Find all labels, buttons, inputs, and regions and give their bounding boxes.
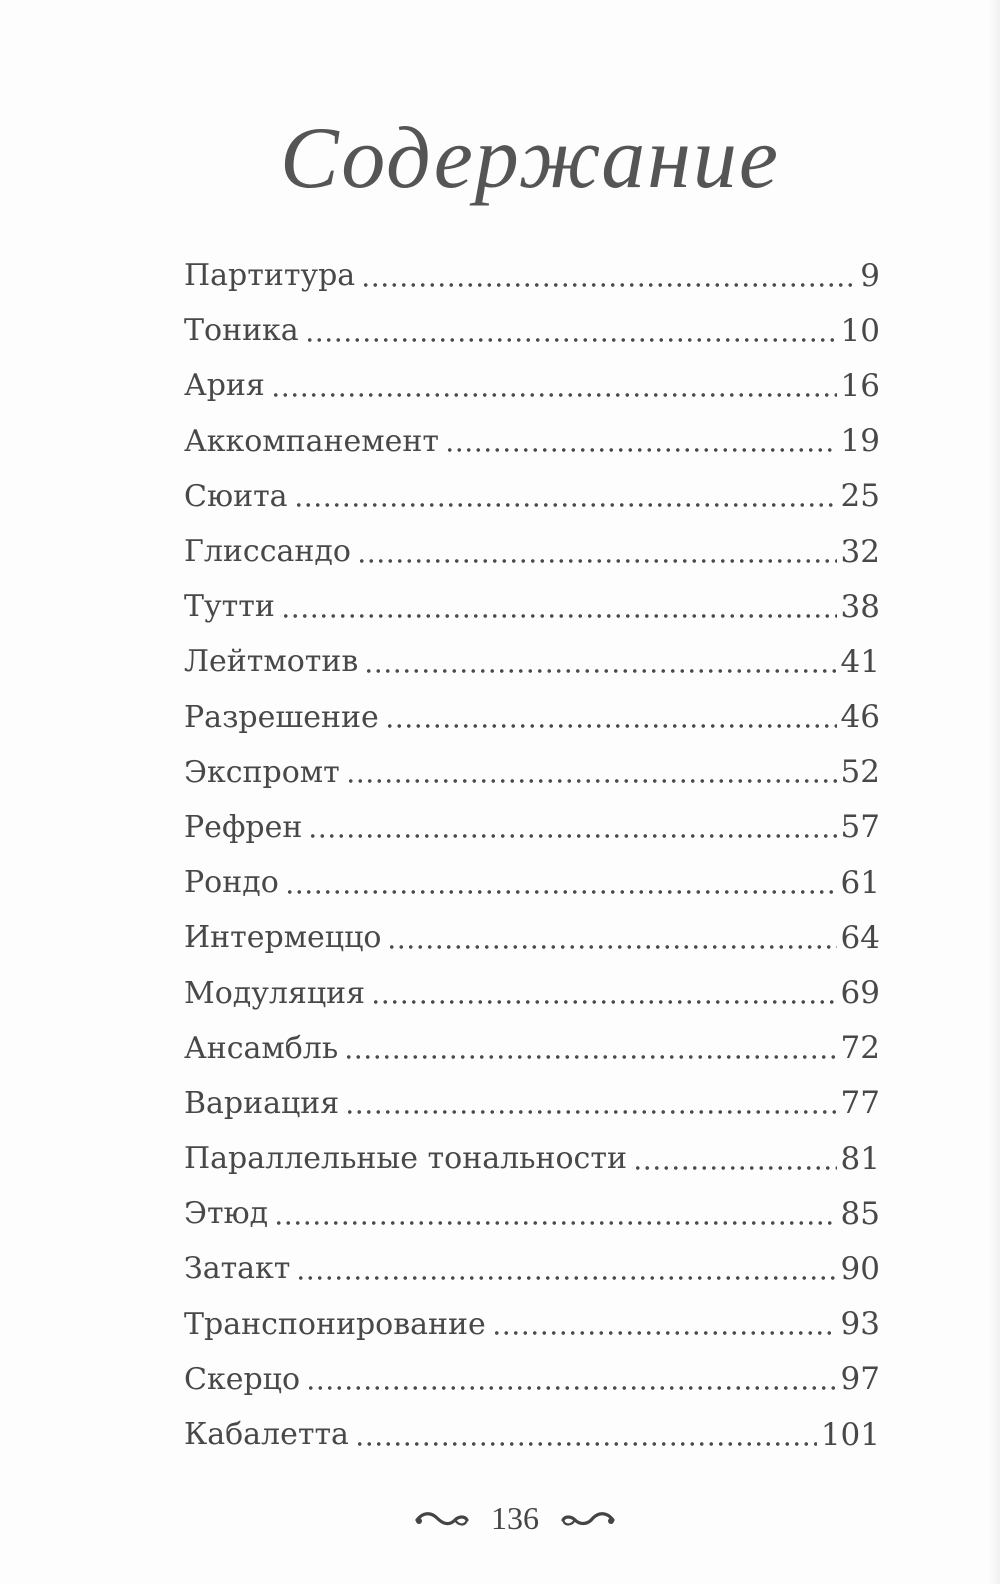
- dot-leader: [357, 559, 837, 563]
- toc-entry-title: Тутти: [184, 589, 275, 625]
- swash-ornament-left-icon: [415, 1508, 469, 1530]
- toc-entry-title: Параллельные тональности: [184, 1141, 627, 1177]
- toc-entry-title: Рондо: [184, 865, 279, 901]
- toc-entry[interactable]: [184, 1352, 880, 1407]
- toc-entry-title: Вариация: [184, 1085, 340, 1121]
- toc-entry-page: 19: [840, 423, 880, 460]
- toc-entry-title: Рефрен: [184, 809, 303, 845]
- toc-entry-title: Лейтмотив: [184, 644, 359, 680]
- toc-entry[interactable]: [184, 414, 880, 469]
- toc-entry-title: Затакт: [184, 1251, 291, 1287]
- toc-entry[interactable]: [184, 1241, 880, 1296]
- toc-entry-title: Ансамбль: [184, 1030, 339, 1066]
- toc-entry-page: 101: [820, 1416, 880, 1453]
- dot-leader: [274, 1221, 836, 1225]
- toc-entry[interactable]: [184, 634, 880, 689]
- dot-leader: [492, 1331, 837, 1335]
- dot-leader: [344, 1055, 836, 1059]
- toc-entry-page: 52: [840, 754, 880, 791]
- toc-entry-page: 93: [840, 1306, 880, 1343]
- toc-entry[interactable]: [184, 1186, 880, 1241]
- toc-entry[interactable]: [184, 910, 880, 965]
- dot-leader: [385, 724, 837, 728]
- toc-entry-title: Модуляция: [184, 975, 366, 1011]
- dot-leader: [294, 503, 837, 507]
- toc-entry[interactable]: [184, 965, 880, 1020]
- dot-leader: [387, 945, 836, 949]
- dot-leader: [371, 1000, 836, 1004]
- page-footer: [0, 1500, 1000, 1537]
- toc-entry-page: 41: [840, 643, 880, 680]
- toc-entry-title: Этюд: [184, 1196, 269, 1232]
- toc-entry[interactable]: [184, 1131, 880, 1186]
- dot-leader: [364, 669, 836, 673]
- toc-entry[interactable]: [184, 469, 880, 524]
- dot-leader: [361, 283, 856, 287]
- table-of-contents: [184, 248, 880, 1462]
- toc-entry-page: 16: [840, 367, 880, 404]
- dot-leader: [271, 393, 837, 397]
- toc-entry[interactable]: [184, 1076, 880, 1131]
- toc-entry-page: 85: [840, 1195, 880, 1232]
- toc-entry-page: 77: [840, 1085, 880, 1122]
- dot-leader: [308, 834, 836, 838]
- dot-leader: [346, 779, 837, 783]
- toc-entry-title: Аккомпанемент: [184, 423, 439, 459]
- page-number: 136: [491, 1500, 539, 1536]
- dot-leader: [305, 338, 837, 342]
- toc-entry[interactable]: [184, 745, 880, 800]
- toc-entry-title: Транспонирование: [184, 1306, 486, 1342]
- toc-entry-page: 46: [840, 699, 880, 736]
- toc-entry-page: 9: [860, 257, 880, 294]
- dot-leader: [285, 890, 837, 894]
- toc-entry[interactable]: [184, 579, 880, 634]
- dot-leader: [633, 1166, 837, 1170]
- page-title: Содержание: [279, 110, 780, 207]
- toc-entry-title: Глиссандо: [184, 534, 351, 570]
- dot-leader: [345, 1110, 836, 1114]
- toc-entry-title: Интермеццо: [184, 920, 382, 956]
- toc-entry-page: 10: [840, 312, 880, 349]
- toc-entry-title: Сюита: [184, 478, 288, 514]
- toc-entry-page: 61: [840, 864, 880, 901]
- toc-entry-page: 38: [840, 588, 880, 625]
- dot-leader: [281, 614, 837, 618]
- swash-ornament-right-icon: [561, 1508, 615, 1530]
- dot-leader: [355, 1442, 817, 1446]
- toc-entry[interactable]: [184, 358, 880, 413]
- toc-entry-title: Скерцо: [184, 1361, 301, 1397]
- toc-entry[interactable]: [184, 1407, 880, 1462]
- toc-entry-page: 90: [840, 1250, 880, 1287]
- toc-entry-title: Экспромт: [184, 754, 340, 790]
- toc-entry[interactable]: [184, 1021, 880, 1076]
- toc-entry-title: Партитура: [184, 258, 356, 294]
- toc-entry-title: Кабалетта: [184, 1417, 349, 1453]
- toc-entry-page: 25: [840, 478, 880, 515]
- toc-entry-page: 69: [840, 975, 880, 1012]
- dot-leader: [445, 448, 837, 452]
- toc-entry[interactable]: [184, 524, 880, 579]
- toc-entry[interactable]: [184, 690, 880, 745]
- toc-entry[interactable]: [184, 855, 880, 910]
- toc-entry-page: 97: [840, 1361, 880, 1398]
- toc-entry[interactable]: [184, 1297, 880, 1352]
- toc-entry[interactable]: [184, 248, 880, 303]
- toc-entry-page: 72: [840, 1030, 880, 1067]
- toc-entry-page: 81: [840, 1140, 880, 1177]
- toc-entry-title: Ария: [184, 368, 265, 404]
- dot-leader: [296, 1276, 836, 1280]
- toc-entry[interactable]: [184, 800, 880, 855]
- toc-entry[interactable]: [184, 303, 880, 358]
- toc-entry-page: 32: [840, 533, 880, 570]
- page-edge-shadow: [988, 0, 1000, 1584]
- toc-entry-page: 64: [840, 919, 880, 956]
- toc-entry-title: Тоника: [184, 313, 299, 349]
- toc-entry-page: 57: [840, 809, 880, 846]
- toc-entry-title: Разрешение: [184, 699, 379, 735]
- dot-leader: [306, 1386, 837, 1390]
